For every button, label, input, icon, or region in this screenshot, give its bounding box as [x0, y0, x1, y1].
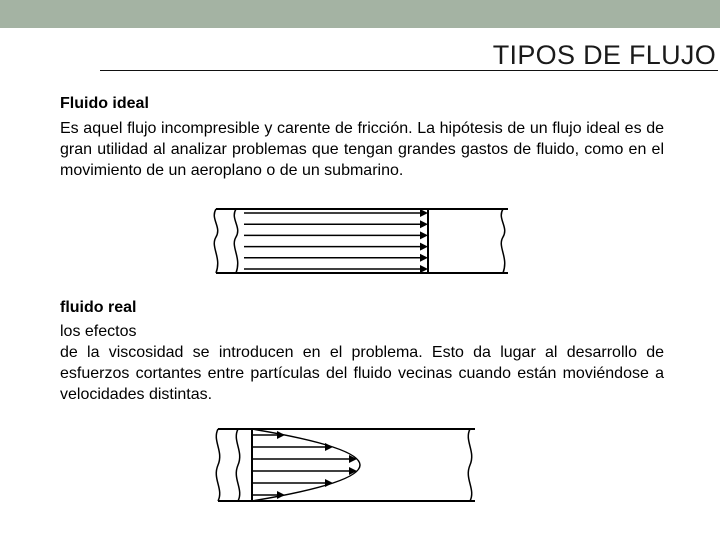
real-fluid-heading: fluido real — [60, 299, 137, 316]
velocity-arrow-head — [277, 431, 285, 439]
top-accent-bar — [0, 0, 720, 28]
pipe-left-section-line — [234, 209, 237, 273]
ideal-fluid-description: Es aquel flujo incompresible y carente de fricción. La hipótesis de un flujo ideal es de gran utilidad al analizar problemas que tengan grandes gastos de fluido, como en el movimiento de un aeroplano o de un submarino. — [60, 120, 664, 179]
real-flow-diagram — [210, 425, 485, 505]
velocity-arrow-head — [420, 265, 428, 273]
velocity-arrow-head — [420, 220, 428, 228]
velocity-arrow-head — [325, 443, 333, 451]
pipe-left-section-line — [236, 429, 239, 501]
velocity-arrow-head — [420, 231, 428, 239]
ideal-flow-diagram — [208, 205, 518, 277]
pipe-left-break — [216, 429, 219, 501]
velocity-arrow-head — [277, 491, 285, 499]
pipe-right-break — [501, 209, 504, 273]
velocity-arrow-head — [420, 254, 428, 262]
pipe-right-break — [468, 429, 471, 501]
ideal-fluid-heading: Fluido ideal — [60, 95, 149, 112]
real-fluid-description: de la viscosidad se introducen en el problema. Esto da lugar al desarrollo de esfuerzos cortantes entre partículas del fluido vecinas cuando están moviéndose a velocidades distintas. — [60, 344, 664, 403]
parabolic-profile-curve — [252, 429, 360, 501]
velocity-arrow-head — [420, 209, 428, 217]
velocity-arrows — [244, 209, 428, 273]
real-fluid-first-line: los efectos — [60, 323, 137, 340]
pipe-left-break — [214, 209, 217, 273]
velocity-arrows — [252, 431, 357, 499]
title-underline — [100, 70, 718, 71]
slide-title: TIPOS DE FLUJO — [492, 40, 716, 70]
velocity-arrow-head — [420, 243, 428, 251]
velocity-arrow-head — [325, 479, 333, 487]
